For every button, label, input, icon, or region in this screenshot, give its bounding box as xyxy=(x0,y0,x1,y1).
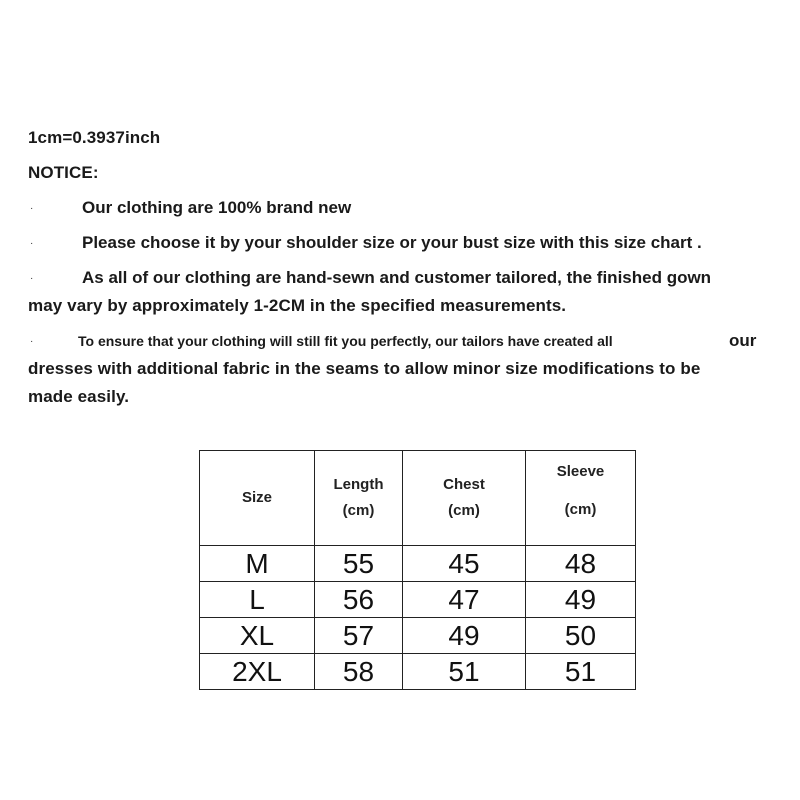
bullet-icon: · xyxy=(30,273,34,284)
cell-chest: 51 xyxy=(403,654,526,690)
table-row xyxy=(200,654,636,690)
cell-size: 2XL xyxy=(200,654,315,690)
notice-item-4-line-3: made easily. xyxy=(28,387,130,406)
header-chest xyxy=(403,451,526,546)
table-row xyxy=(200,546,636,582)
cell-sleeve: 50 xyxy=(526,618,636,654)
header-chest-label: Chest xyxy=(443,476,485,493)
header-length xyxy=(315,451,403,546)
bullet-icon: · xyxy=(30,203,34,214)
notice-item-4-line-2: dresses with additional fabric in the seams to allow minor size modifications to be xyxy=(28,359,701,378)
conversion-note: 1cm=0.3937inch xyxy=(28,128,161,147)
cell-size: M xyxy=(200,546,315,582)
cell-sleeve: 48 xyxy=(526,546,636,582)
header-size-label: Size xyxy=(241,489,272,506)
bullet-icon: · xyxy=(30,336,34,347)
notice-item-4-line-1-small: To ensure that your clothing will still fit you perfectly, our tailors have created all xyxy=(78,333,613,349)
table-row xyxy=(200,618,636,654)
bullet-icon: · xyxy=(30,238,34,249)
cell-length: 58 xyxy=(315,654,403,690)
header-length-unit: (cm) xyxy=(342,502,375,519)
header-size xyxy=(200,451,315,546)
header-sleeve-unit: (cm) xyxy=(564,501,597,518)
cell-sleeve: 49 xyxy=(526,582,636,618)
cell-chest: 49 xyxy=(403,618,526,654)
header-sleeve xyxy=(526,451,636,546)
notice-heading: NOTICE: xyxy=(28,163,99,182)
header-chest-unit: (cm) xyxy=(448,502,480,519)
size-chart-table xyxy=(199,450,636,690)
header-length-label: Length xyxy=(333,476,384,493)
cell-sleeve: 51 xyxy=(526,654,636,690)
cell-chest: 45 xyxy=(403,546,526,582)
table-row xyxy=(200,582,636,618)
cell-length: 55 xyxy=(315,546,403,582)
cell-chest: 47 xyxy=(403,582,526,618)
cell-size: XL xyxy=(200,618,315,654)
notice-item-2-text: Please choose it by your shoulder size or your bust size with this size chart . xyxy=(82,233,702,252)
cell-length: 56 xyxy=(315,582,403,618)
header-sleeve-label: Sleeve xyxy=(556,463,605,480)
notice-item-3-line-1: As all of our clothing are hand-sewn and customer tailored, the finished gown xyxy=(82,268,712,287)
cell-length: 57 xyxy=(315,618,403,654)
cell-size: L xyxy=(200,582,315,618)
size-chart-header-row xyxy=(200,451,636,546)
notice-item-4-line-1-tail: our xyxy=(729,331,757,350)
notice-item-1-text: Our clothing are 100% brand new xyxy=(82,198,352,217)
notice-item-3-line-2: may vary by approximately 1-2CM in the specified measurements. xyxy=(28,296,567,315)
